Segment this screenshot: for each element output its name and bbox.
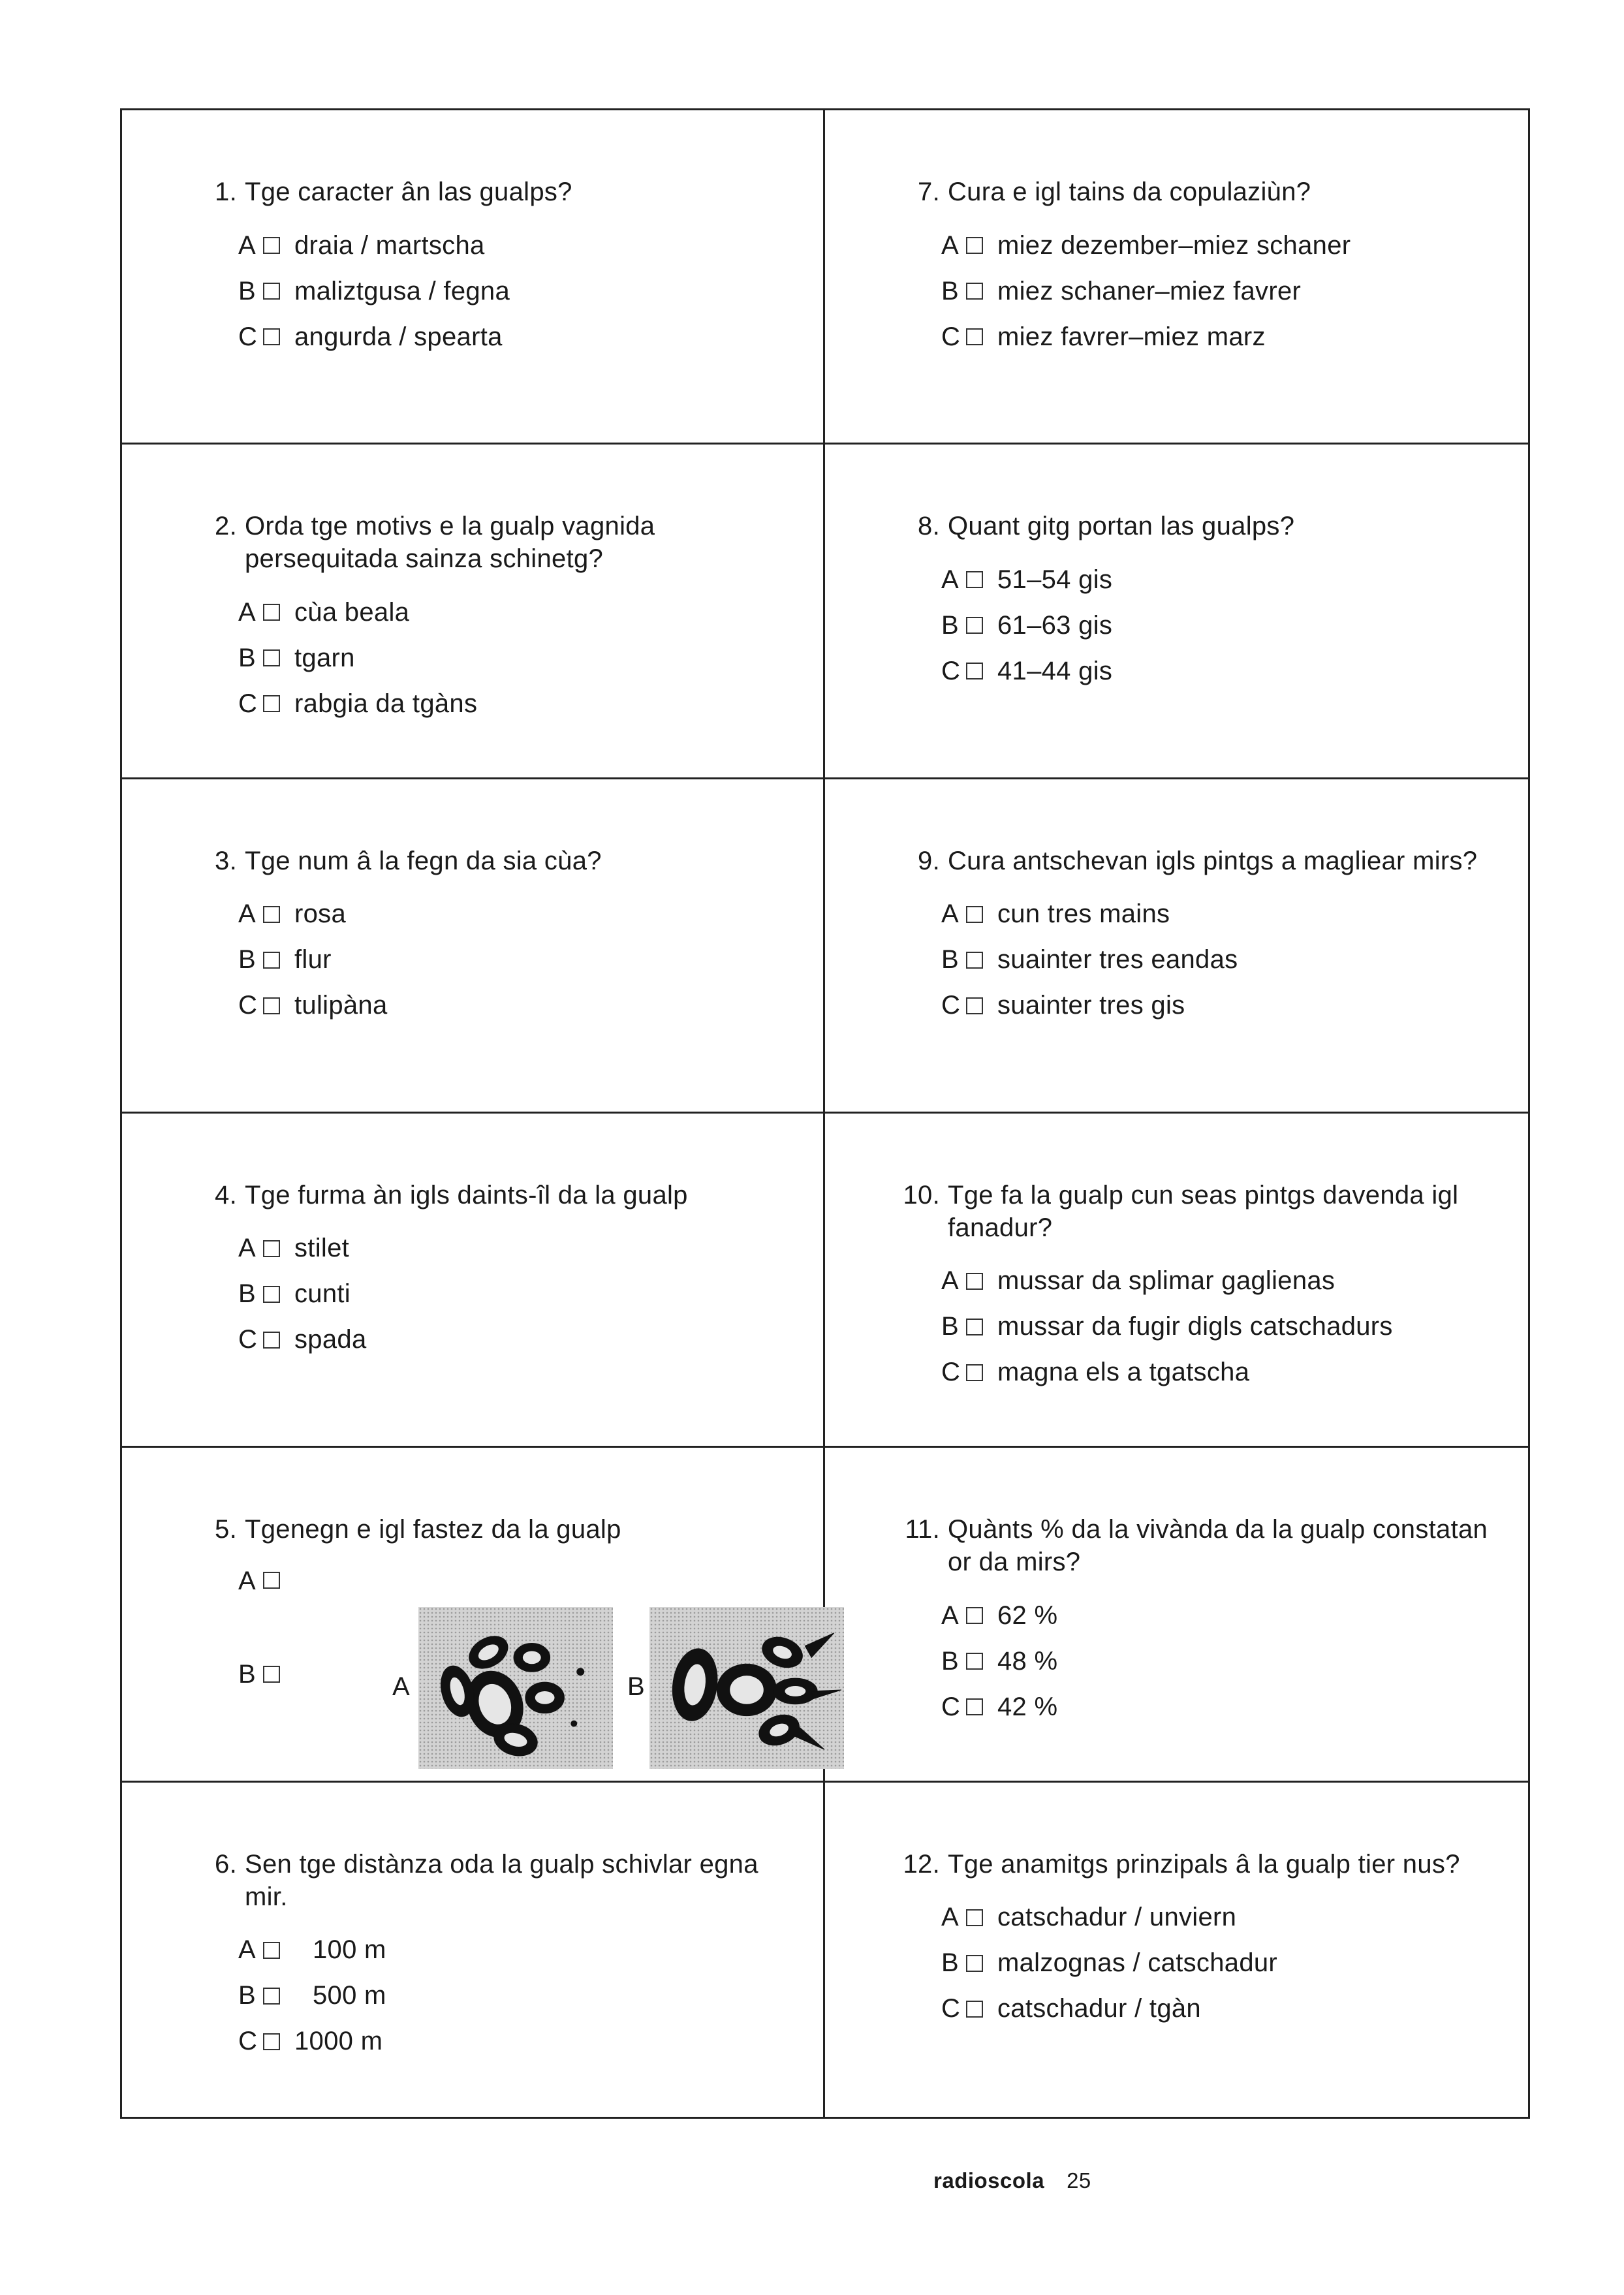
option-c[interactable] [204,1317,797,1363]
question [907,510,1502,542]
option-b[interactable] [204,268,797,314]
option-text: 100 m [313,1935,386,1965]
option-b[interactable] [907,268,1502,314]
question [204,845,797,877]
question [204,1513,797,1546]
checkbox-icon[interactable] [966,1698,983,1715]
option-a[interactable] [204,223,797,268]
option-letter: A [238,1567,256,1596]
question-text: Tge caracter ân las gualps? [245,178,572,206]
option-b[interactable] [204,1973,797,2019]
checkbox-icon[interactable] [263,649,280,666]
option-a[interactable] [907,557,1502,602]
question [204,176,797,208]
checkbox-icon[interactable] [263,283,280,300]
checkbox-icon[interactable] [966,952,983,969]
option-letter: A [941,230,959,260]
option-a[interactable] [907,892,1502,937]
option-text: rabgia da tgàns [294,689,478,718]
option-text: magna els a tgatscha [997,1358,1250,1387]
option-text: angurda / spearta [294,322,503,351]
question-text: Cura antschevan igls pintgs a magliear mirs? [948,846,1478,875]
checkbox-icon[interactable] [263,695,280,712]
checkbox-icon[interactable] [966,906,983,923]
option-letter: B [238,1279,256,1309]
option-text: tulipàna [294,991,388,1020]
checkbox-icon[interactable] [263,1942,280,1959]
question-cell-3 [122,779,825,1114]
option-c[interactable] [204,314,797,360]
option-text: tgarn [294,643,355,672]
question [204,1848,797,1913]
paw-print-images [392,1607,810,1770]
option-text: suainter tres gis [997,991,1185,1020]
option-text: 61–63 gis [997,610,1113,640]
question-number: 6. [215,1849,237,1879]
question-text: Tge fa la gualp cun seas pintgs davenda igl fanadur? [948,1180,1459,1242]
option-a[interactable] [204,589,797,635]
checkbox-icon[interactable] [966,2001,983,2018]
option-b[interactable] [204,937,797,983]
option-text: mussar da fugir digls catschadurs [997,1312,1393,1341]
page-number: 25 [1067,2168,1091,2193]
option-letter: B [238,1981,256,2010]
question-number: 3. [215,846,237,875]
option-text: 62 % [997,1600,1058,1630]
checkbox-icon[interactable] [966,1955,983,1972]
option-b[interactable] [907,1638,1502,1684]
option-c[interactable] [204,2019,797,2065]
checkbox-icon[interactable] [966,571,983,588]
checkbox-icon[interactable] [966,1273,983,1290]
option-text: cùa beala [294,597,410,627]
question [907,176,1502,208]
question-number: 5. [215,1515,237,1544]
question-text: Quànts % da la vivànda da la gualp constatan or da mirs? [948,1515,1488,1577]
checkbox-icon[interactable] [966,1607,983,1624]
checkbox-icon[interactable] [966,283,983,300]
question-text: Tge furma àn igls daints-îl da la gualp [245,1180,688,1210]
question-cell-5 [122,1448,825,1782]
option-a[interactable] [907,223,1502,268]
option-letter: A [238,597,256,627]
question [204,1179,797,1211]
question-text: Orda tge motivs e la gualp vagnida persequitada sainza schinetg? [245,512,655,574]
option-text: 500 m [313,1981,386,2010]
question-cell-8 [825,445,1528,779]
paw-print-b-icon [649,1607,844,1769]
question [903,1848,1502,1881]
option-text: miez schaner–miez favrer [997,276,1302,305]
question-number: 11. [905,1515,940,1544]
option-text: spada [294,1325,367,1354]
option-b[interactable] [907,937,1502,983]
checkbox-icon[interactable] [263,1332,280,1349]
question-cell-1 [122,110,825,445]
question [903,1179,1502,1244]
question-cell-11 [825,1448,1528,1782]
option-text: rosa [294,899,347,929]
question [907,845,1502,877]
paw-label-b: B [627,1672,645,1702]
option-b[interactable] [204,635,797,681]
checkbox-icon[interactable] [263,1988,280,2005]
option-letter: C [941,656,961,685]
paw-label-a: A [392,1672,410,1702]
question-text: Tge anamitgs prinzipals â la gualp tier nus? [948,1849,1460,1879]
question-number: 7. [918,178,940,206]
option-letter: A [238,1234,256,1263]
checkbox-icon[interactable] [966,1653,983,1670]
option-text: 1000 m [294,2027,383,2056]
option-letter: C [238,2027,258,2056]
option-letter: C [941,1692,961,1721]
option-letter: B [941,1646,959,1676]
question-text: Cura e igl tains da copulaziùn? [948,178,1311,206]
option-c[interactable] [907,983,1502,1029]
option-text: flur [294,945,332,975]
question-cell-12 [825,1783,1528,2117]
question-number: 8. [918,512,940,541]
option-c[interactable] [204,681,797,726]
option-c[interactable] [204,983,797,1029]
option-b[interactable] [907,1941,1502,1986]
option-c[interactable] [907,314,1502,360]
option-c[interactable] [907,648,1502,694]
checkbox-icon[interactable] [966,663,983,679]
option-letter: C [238,322,258,351]
checkbox-icon[interactable] [263,997,280,1014]
quiz-grid [120,108,1530,2119]
option-b[interactable] [204,1272,797,1317]
option-letter: A [941,565,959,594]
option-text: catschadur / unviern [997,1903,1237,1932]
option-text: miez dezember–miez schaner [997,230,1351,260]
question-cell-2 [122,445,825,779]
option-text: cun tres mains [997,899,1170,929]
option-text: 51–54 gis [997,565,1113,594]
option-letter: A [238,230,256,260]
footer-brand: radioscola [933,2168,1045,2193]
question-cell-10 [825,1114,1528,1448]
checkbox-icon[interactable] [263,1572,280,1589]
question-text: Sen tge distànza oda la gualp schivlar egna mir. [245,1849,758,1911]
option-c[interactable] [907,1684,1502,1730]
option-letter: B [941,945,959,975]
option-text: 42 % [997,1692,1058,1721]
checkbox-icon[interactable] [263,237,280,254]
option-text: cunti [294,1279,351,1309]
option-letter: B [238,1659,256,1689]
option-letter: B [941,610,959,640]
option-a[interactable] [204,892,797,937]
question-number: 1. [215,178,237,206]
option-a[interactable] [907,1593,1502,1638]
option-text: 41–44 gis [997,656,1113,685]
option-c[interactable] [907,1350,1502,1396]
option-letter: A [238,899,256,929]
checkbox-icon[interactable] [966,997,983,1014]
checkbox-icon[interactable] [263,906,280,923]
checkbox-icon[interactable] [966,1909,983,1926]
question [204,510,797,575]
option-a[interactable] [204,1226,797,1272]
question-number: 9. [918,846,940,875]
option-text: malzognas / catschadur [997,1948,1278,1978]
page-footer [933,2168,1091,2193]
checkbox-icon[interactable] [966,1319,983,1335]
option-b[interactable] [907,1304,1502,1350]
option-letter: A [941,899,959,929]
option-a[interactable] [907,1258,1502,1304]
option-letter: A [941,1903,959,1932]
option-letter: C [941,322,961,351]
question-cell-7 [825,110,1528,445]
paw-print-a-image [418,1607,613,1769]
option-letter: B [941,1948,959,1978]
checkbox-icon[interactable] [263,1240,280,1257]
paw-print-b-image [649,1607,844,1769]
option-letter: C [238,1325,258,1354]
option-text: stilet [294,1234,350,1263]
option-text: 48 % [997,1646,1058,1676]
question-number: 4. [215,1180,237,1210]
option-letter: B [941,276,959,305]
checkbox-icon[interactable] [263,328,280,345]
option-letter: B [941,1312,959,1341]
checkbox-icon[interactable] [263,952,280,969]
option-letter: B [238,643,256,672]
checkbox-icon[interactable] [263,604,280,621]
question-number: 10. [903,1180,940,1210]
option-b[interactable] [907,602,1502,648]
question-text: Tgenegn e igl fastez da la gualp [245,1515,621,1544]
paw-print-a-icon [418,1607,613,1769]
option-text: maliztgusa / fegna [294,276,510,305]
question-number: 2. [215,512,237,541]
question-number: 12. [903,1849,940,1879]
option-c[interactable] [907,1986,1502,2032]
option-text: suainter tres eandas [997,945,1238,975]
checkbox-icon[interactable] [966,328,983,345]
question-cell-9 [825,779,1528,1114]
option-letter: C [238,991,258,1020]
option-letter: C [941,1994,961,2023]
option-letter: A [238,1935,256,1965]
question-text: Quant gitg portan las gualps? [948,512,1295,541]
option-a[interactable] [907,1895,1502,1941]
question [907,1513,1502,1578]
question-cell-4 [122,1114,825,1448]
checkbox-icon[interactable] [263,1286,280,1303]
option-text: draia / martscha [294,230,485,260]
option-letter: C [238,689,258,718]
option-text: catschadur / tgàn [997,1994,1201,2023]
option-letter: A [941,1266,959,1296]
checkbox-icon[interactable] [966,1364,983,1381]
option-letter: C [941,991,961,1020]
question-cell-6 [122,1783,825,2117]
option-letter: A [941,1600,959,1630]
option-a[interactable] [204,1928,797,1973]
checkbox-icon[interactable] [263,2033,280,2050]
option-letter: C [941,1358,961,1387]
checkbox-icon[interactable] [263,1666,280,1683]
question-text: Tge num â la fegn da sia cùa? [245,846,602,875]
checkbox-icon[interactable] [966,237,983,254]
option-text: mussar da splimar gaglienas [997,1266,1335,1296]
option-text: miez favrer–miez marz [997,322,1266,351]
option-letter: B [238,276,256,305]
checkbox-icon[interactable] [966,617,983,634]
option-letter: B [238,945,256,975]
